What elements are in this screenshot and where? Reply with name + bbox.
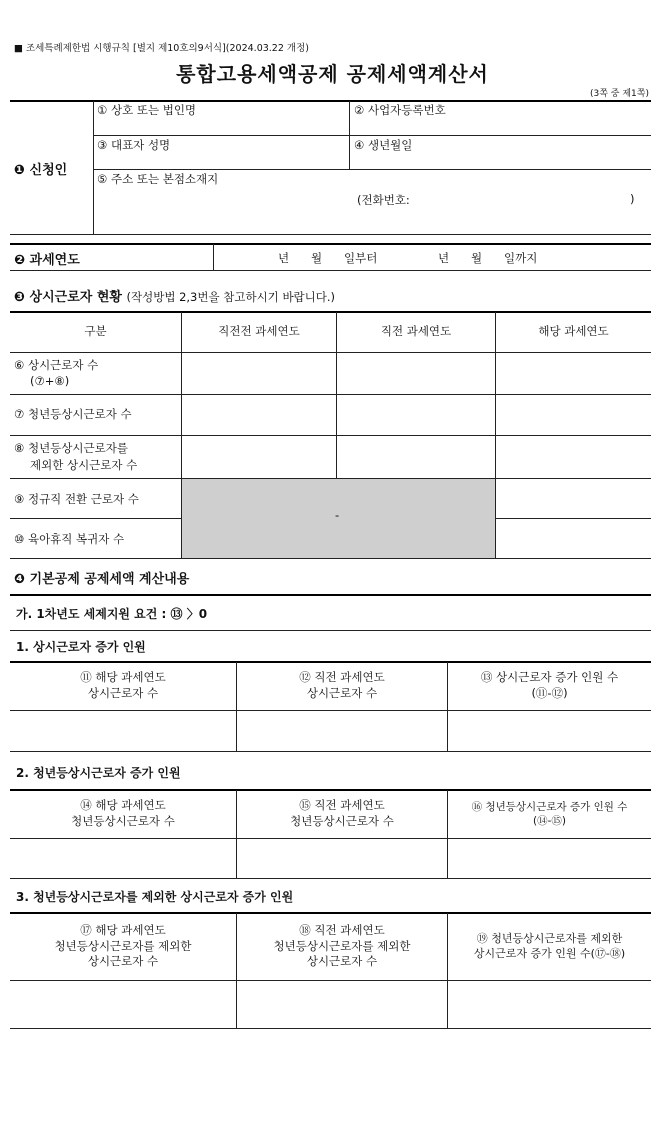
row-youth-workers: ⑦ 청년등상시근로자 수 [14, 407, 132, 421]
header-youth-workers-increase [448, 791, 651, 837]
page-indicator: (3쪽 중 제1쪽) [590, 89, 649, 99]
tax-year-to-day: 일까지 [504, 251, 538, 265]
subsection-2-title: 2. 청년등상시근로자 증가 인원 [16, 766, 181, 780]
label-line: 상시근로자 증가 인원 수(⑰-⑱) [473, 946, 626, 960]
tax-year-to-year: 년 [438, 251, 450, 265]
label-line: ⑫ 직전 과세연도 [299, 670, 385, 685]
row-regular-workers: ⑥ 상시근로자 수 [14, 358, 99, 372]
col-header-two-years-prior: 직전전 과세연도 [218, 324, 300, 339]
label-line: 청년등상시근로자를 제외한 [273, 938, 411, 953]
label-line: ⑭ 해당 과세연도 [80, 798, 166, 813]
label-line: 청년등상시근로자 수 [71, 814, 175, 828]
label-line: 상시근로자 수 [87, 686, 159, 700]
address-label: ⑤ 주소 또는 본점소재지 [97, 172, 219, 186]
first-year-requirement: 가. 1차년도 세제지원 요건 : ⑬ 〉0 [16, 607, 208, 621]
status-section-note: (작성방법 2,3번을 참고하시기 바랍니다.) [126, 290, 336, 304]
divider [10, 751, 651, 752]
label-line: ⑲ 청년등상시근로자를 제외한 [476, 931, 623, 945]
label-line: (⑪-⑫) [531, 686, 568, 700]
header-regular-workers-increase [448, 663, 651, 709]
status-section-heading: ❸ 상시근로자 현황 [14, 290, 122, 305]
divider [10, 630, 651, 631]
not-applicable-dash: - [335, 508, 340, 522]
divider [10, 435, 651, 436]
divider [10, 352, 651, 353]
label-line: ⑮ 직전 과세연도 [299, 798, 385, 813]
col-header-prior-year: 직전 과세연도 [380, 324, 452, 339]
label-line: 청년등상시근로자 수 [290, 814, 394, 828]
col-header-current-year: 해당 과세연도 [538, 324, 609, 339]
divider [93, 169, 651, 170]
header-prior-regular-workers [237, 663, 447, 709]
header-non-youth-workers-increase [448, 914, 651, 979]
label-line: ⑱ 직전 과세연도 [299, 923, 385, 938]
tax-year-to-month: 월 [471, 251, 483, 265]
label-line: ⑰ 해당 과세연도 [80, 923, 166, 938]
divider [10, 243, 651, 245]
divider [10, 878, 651, 879]
tax-year-from-month: 월 [311, 251, 323, 265]
label-line: 상시근로자 수 [306, 686, 378, 700]
header-current-youth-workers [10, 791, 236, 837]
subsection-1-title: 1. 상시근로자 증가 인원 [16, 640, 146, 654]
divider [10, 478, 651, 479]
form-reference-note: ■ 조세특례제한법 시행규칙 [별지 제10호의9서식](2024.03.22 개정) [14, 43, 309, 54]
tax-year-from-day: 일부터 [344, 251, 378, 265]
row-regular-workers-formula: (⑦+⑧) [30, 374, 70, 388]
row-converted-workers: ⑨ 정규직 전환 근로자 수 [14, 492, 139, 506]
divider [93, 101, 94, 234]
tax-year-from-year: 년 [278, 251, 290, 265]
phone-label: (전화번호: [357, 193, 410, 207]
basic-deduction-section-title: ❹ 기본공제 공제세액 계산내용 [14, 572, 190, 587]
row-parental-leave-returnees: ⑩ 육아휴직 복귀자 수 [14, 532, 125, 546]
divider [93, 135, 651, 136]
divider [10, 594, 651, 596]
header-current-regular-workers [10, 663, 236, 709]
divider [10, 234, 651, 235]
birthdate-label: ④ 생년월일 [354, 138, 413, 152]
label-line: 상시근로자 수 [87, 954, 159, 969]
divider [10, 518, 182, 519]
divider [495, 518, 651, 519]
business-reg-number-label: ② 사업자등록번호 [354, 103, 446, 117]
label-line: 상시근로자 수 [306, 954, 378, 969]
divider [10, 1028, 651, 1029]
subsection-3-title: 3. 청년등상시근로자를 제외한 상시근로자 증가 인원 [16, 890, 294, 904]
label-line: (⑭-⑮) [533, 815, 566, 827]
divider [10, 394, 651, 395]
label-line: 청년등상시근로자를 제외한 [54, 938, 192, 953]
label-line: ⑪ 해당 과세연도 [80, 670, 166, 685]
applicant-section-title: ❶ 신청인 [14, 163, 68, 178]
representative-name-label: ③ 대표자 성명 [97, 138, 171, 152]
form-title: 통합고용세액공제 공제세액계산서 [176, 62, 489, 86]
divider [213, 244, 214, 270]
tax-year-section-title: ❷ 과세연도 [14, 253, 80, 268]
divider [10, 838, 651, 839]
row-non-youth-workers: ⑧ 청년등상시근로자를 [14, 441, 128, 455]
divider [10, 270, 651, 271]
divider [10, 980, 651, 981]
phone-close: ) [630, 192, 635, 206]
row-non-youth-workers-cont: 제외한 상시근로자 수 [30, 458, 138, 472]
header-prior-youth-workers [237, 791, 447, 837]
label-line: ⑬ 상시근로자 증가 인원 수 [480, 670, 619, 685]
col-header-category: 구분 [84, 324, 107, 339]
header-current-non-youth-workers [10, 914, 236, 979]
status-section-title [14, 286, 335, 305]
divider [10, 558, 651, 559]
header-prior-non-youth-workers [237, 914, 447, 979]
divider [10, 710, 651, 711]
business-name-label: ① 상호 또는 법인명 [97, 103, 197, 117]
label-line: ⑯ 청년등상시근로자 증가 인원 수 [471, 800, 628, 813]
